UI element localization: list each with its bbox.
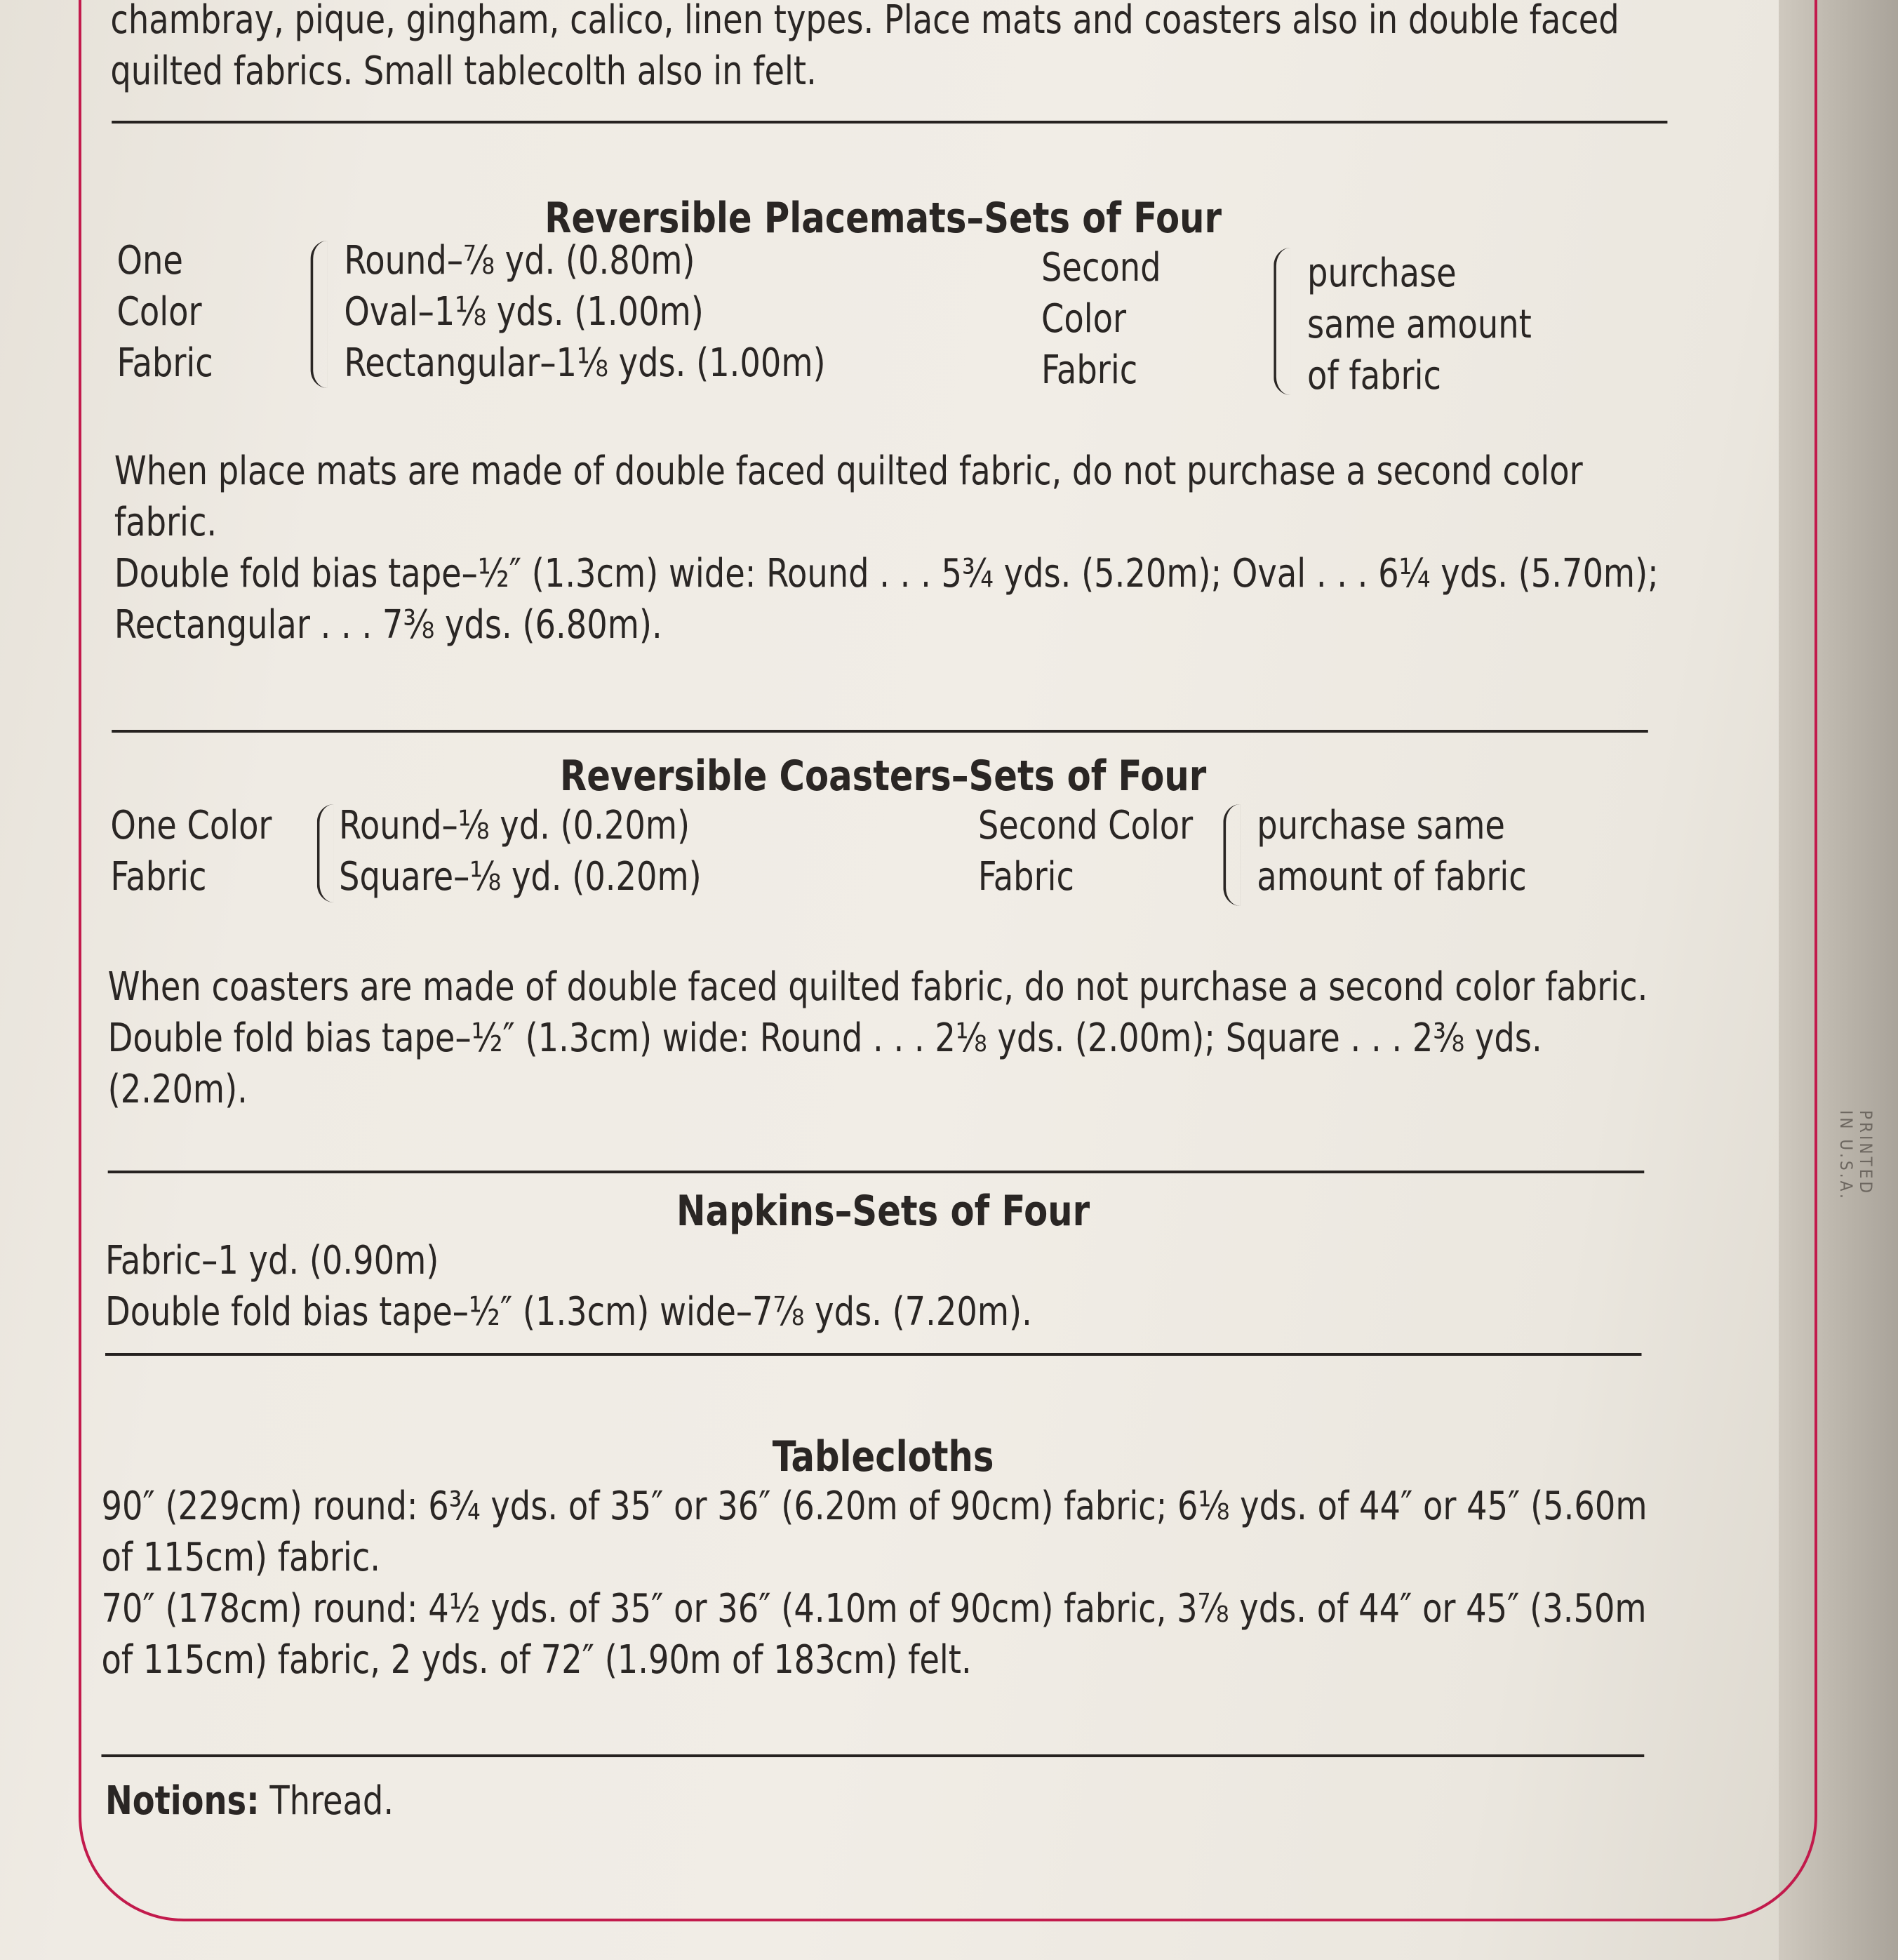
size-rectangular: Rectangular–1⅛ yds. (1.00m): [344, 340, 826, 386]
section-heading: Reversible Coasters–Sets of Four: [559, 752, 1207, 801]
bias-tape-note: Double fold bias tape–½″ (1.3cm) wide: Round . . . 2⅛ yds. (2.00m); Square . . . 2⅜ yds. (2.20m).: [107, 1015, 1542, 1112]
label-line: Color: [116, 289, 202, 335]
size-list: [344, 235, 989, 389]
quilted-note: When place mats are made of double faced quilted fabric, do not purchase a second color fabric.: [114, 448, 1583, 545]
second-color-label: [1041, 242, 1274, 396]
size-round: Round–⅛ yd. (0.20m): [339, 803, 690, 848]
coasters-table: [110, 800, 1526, 906]
divider: [112, 730, 1648, 733]
napkins-section: [105, 1186, 1661, 1237]
note-line: purchase same: [1257, 803, 1505, 848]
left-brace: [317, 804, 334, 902]
bias-tape-note: Double fold bias tape–½″ (1.3cm) wide: Round . . . 5¾ yds. (5.20m); Oval . . . 6¼ yds. (5.70m); Rectangular . . . 7⅜ yds. (6.80m).: [114, 551, 1659, 648]
divider: [108, 1171, 1645, 1173]
coasters-section: [105, 751, 1661, 802]
intro-line-1: chambray, pique, gingham, calico, linen types. Place mats and coasters also in double faced: [110, 0, 1619, 43]
label-line: Fabric: [1041, 347, 1138, 393]
first-color-label: [117, 235, 311, 389]
label-line: Second: [1041, 245, 1161, 291]
label-line: One: [116, 238, 183, 284]
right-brace: [1223, 804, 1240, 906]
quilted-note: When coasters are made of double faced quilted fabric, do not purchase a second color fabric.: [107, 964, 1648, 1010]
label-line: Fabric: [977, 854, 1075, 900]
notions-label: Notions:: [105, 1778, 260, 1824]
divider: [112, 121, 1667, 124]
divider: [105, 1353, 1642, 1356]
left-brace: [311, 241, 328, 388]
label-line: Second Color: [977, 803, 1194, 848]
size-round: Round–⅞ yd. (0.80m): [344, 238, 695, 284]
note-line: amount of fabric: [1257, 854, 1527, 900]
size-list: [339, 800, 978, 902]
size-oval: Oval–1⅛ yds. (1.00m): [344, 289, 704, 335]
printed-in-note: PRINTED IN U.S.A.: [1836, 1110, 1876, 1201]
notions-value: Thread.: [269, 1778, 394, 1824]
label-line: Color: [1041, 296, 1127, 342]
section-heading: Tablecloths: [772, 1432, 994, 1481]
napkin-fabric: Fabric–1 yd. (0.90m): [105, 1238, 439, 1284]
napkins-details: [105, 1235, 1661, 1338]
label-line: Fabric: [116, 340, 213, 386]
second-color-note: [1307, 248, 1532, 401]
placemats-notes: [114, 446, 1670, 651]
tablecloths-details: [101, 1481, 1670, 1686]
intro-line-2: quilted fabrics. Small tablecolth also in felt.: [110, 48, 817, 94]
label-line: One Color: [110, 803, 272, 848]
label-line: Fabric: [110, 854, 207, 900]
tablecloth-90-round: 90″ (229cm) round: 6¾ yds. of 35″ or 36″ (6.20m of 90cm) fabric; 6⅛ yds. of 44″ or 45″ (5.60m of 115cm) fabric.: [101, 1484, 1648, 1580]
notions-line: [105, 1775, 1661, 1827]
section-heading: Napkins–Sets of Four: [676, 1187, 1090, 1236]
section-heading: Reversible Placemats–Sets of Four: [544, 194, 1222, 243]
note-line: of fabric: [1307, 353, 1441, 399]
size-square: Square–⅛ yd. (0.20m): [339, 854, 702, 900]
right-brace: [1274, 248, 1290, 395]
first-color-label: [110, 800, 316, 902]
coasters-notes: [108, 961, 1670, 1115]
second-color-note: [1257, 800, 1526, 902]
note-line: same amount: [1307, 302, 1532, 347]
napkin-bias-tape: Double fold bias tape–½″ (1.3cm) wide–7⅞ yds. (7.20m).: [105, 1289, 1032, 1335]
tablecloth-70-round: 70″ (178cm) round: 4½ yds. of 35″ or 36″ (4.10m of 90cm) fabric, 3⅞ yds. of 44″ or 45″ (3.50m of 115cm) fabric, 2 yds. of 72″ (1.90m of 183cm) felt.: [101, 1586, 1647, 1683]
second-color-label: [978, 800, 1224, 902]
divider: [101, 1754, 1644, 1757]
tablecloths-section: [105, 1432, 1661, 1483]
placemats-table: [117, 235, 1532, 401]
note-line: purchase: [1307, 251, 1457, 296]
intro-text: [110, 0, 1666, 97]
